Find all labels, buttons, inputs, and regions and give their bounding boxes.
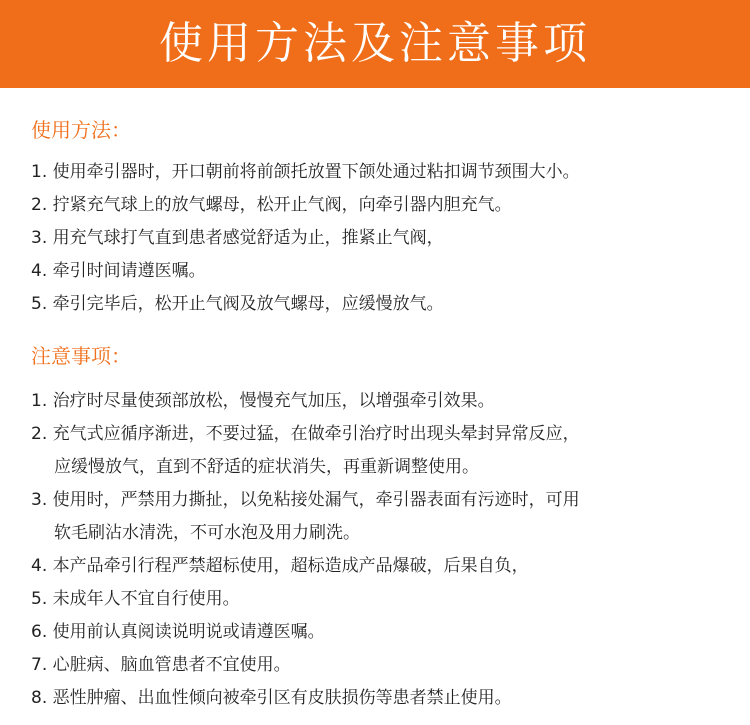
list-item [31, 189, 731, 222]
notes-list [31, 385, 731, 715]
item-number: 4. [31, 556, 48, 576]
item-text: 牵引时间请遵医嘱。 [52, 261, 206, 281]
item-number: 2. [31, 195, 48, 215]
item-text: 牵引完毕后，松开止气阀及放气螺母，应缓慢放气。 [52, 294, 444, 314]
item-text: 拧紧充气球上的放气螺母，松开止气阀，向牵引器内胆充气。 [52, 195, 512, 215]
title-banner [0, 0, 750, 88]
item-number: 8. [31, 688, 48, 708]
item-text: 充气式应循序渐进，不要过猛，在做牵引治疗时出现头晕封异常反应， [52, 424, 580, 444]
list-item [31, 550, 731, 583]
list-item [31, 385, 731, 418]
usage-list [31, 156, 731, 321]
item-number: 5. [31, 294, 48, 314]
page-title: 使用方法及注意事项 [159, 18, 591, 69]
notes-heading: 注意事项： [31, 344, 131, 368]
item-text: 恶性肿瘤、出血性倾向被牵引区有皮肤损伤等患者禁止使用。 [52, 688, 512, 708]
usage-heading: 使用方法： [31, 118, 131, 142]
item-text: 使用前认真阅读说明说或请遵医嘱。 [52, 622, 325, 642]
item-number: 2. [31, 424, 48, 444]
list-item [31, 222, 731, 255]
list-item [31, 156, 731, 189]
list-item [31, 288, 731, 321]
item-number: 3. [31, 490, 48, 510]
item-text: 本产品牵引行程严禁超标使用，超标造成产品爆破，后果自负， [52, 556, 529, 576]
list-item [31, 616, 731, 649]
item-text: 治疗时尽量使颈部放松，慢慢充气加压，以增强牵引效果。 [52, 391, 495, 411]
list-item [31, 682, 731, 715]
item-text: 心脏病、脑血管患者不宜使用。 [52, 655, 291, 675]
list-item [31, 583, 731, 616]
item-text: 未成年人不宜自行使用。 [52, 589, 240, 609]
item-number: 1. [31, 391, 48, 411]
item-text-continued: 应缓慢放气，直到不舒适的症状消失，再重新调整使用。 [54, 457, 479, 477]
list-item [31, 418, 731, 484]
item-number: 7. [31, 655, 48, 675]
list-item [31, 255, 731, 288]
item-number: 4. [31, 261, 48, 281]
item-text: 使用牵引器时，开口朝前将前颌托放置下颌处通过粘扣调节颈围大小。 [52, 162, 580, 182]
item-number: 1. [31, 162, 48, 182]
item-text: 使用时，严禁用力撕扯，以免粘接处漏气，牵引器表面有污迹时，可用 [52, 490, 580, 510]
item-text: 用充气球打气直到患者感觉舒适为止，推紧止气阀， [52, 228, 444, 248]
item-text-continued: 软毛刷沾水清洗，不可水泡及用力刷洗。 [54, 523, 360, 543]
list-item [31, 649, 731, 682]
item-number: 6. [31, 622, 48, 642]
list-item [31, 484, 731, 550]
item-number: 5. [31, 589, 48, 609]
item-number: 3. [31, 228, 48, 248]
